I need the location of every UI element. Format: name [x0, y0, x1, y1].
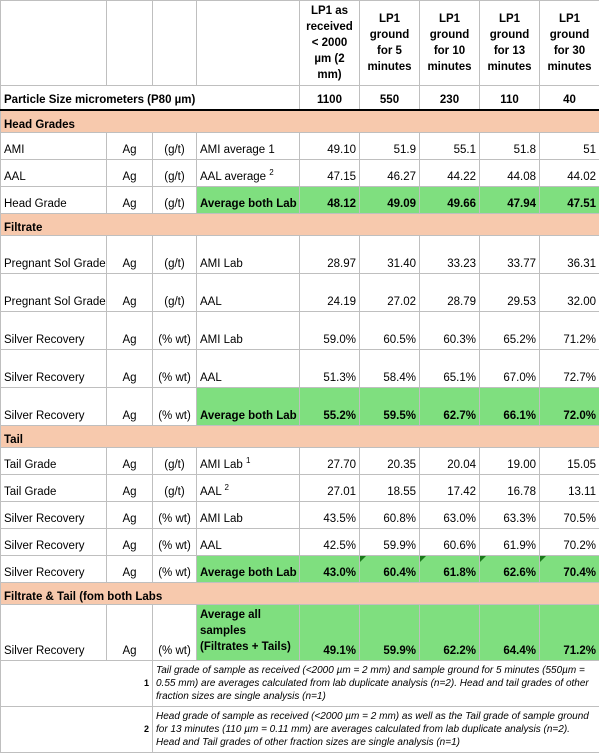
element-cell: Ag: [107, 274, 153, 312]
element-cell: Ag: [107, 605, 153, 661]
table-row: [1, 133, 599, 160]
value-cell: 29.53: [480, 274, 540, 312]
row-label: Tail Grade: [1, 475, 107, 502]
element-cell: Ag: [107, 350, 153, 388]
element-cell: Ag: [107, 187, 153, 214]
table-row: [1, 605, 599, 661]
row-label: Pregnant Sol Grade: [1, 236, 107, 274]
method-cell: [197, 160, 300, 187]
table-row: [1, 160, 599, 187]
value-cell: 62.7%: [420, 388, 480, 426]
value-cell: 70.4%: [540, 556, 599, 583]
value-cell: 60.5%: [360, 312, 420, 350]
value-cell: 62.2%: [420, 605, 480, 661]
unit-cell: (g/t): [153, 274, 197, 312]
value-cell: 60.4%: [360, 556, 420, 583]
col-lp1-5min: LP1 ground for 5 minutes: [360, 1, 420, 86]
method-cell: [197, 312, 300, 350]
value-cell: 46.27: [360, 160, 420, 187]
table-row: [1, 350, 599, 388]
method-cell: [197, 475, 300, 502]
value-cell: 55.2%: [300, 388, 360, 426]
value-cell: 33.23: [420, 236, 480, 274]
footnote-ref: 1: [246, 456, 250, 465]
row-label: Head Grade: [1, 187, 107, 214]
table-row: [1, 475, 599, 502]
value-cell: 33.77: [480, 236, 540, 274]
element-cell: Ag: [107, 448, 153, 475]
value-cell: 20.35: [360, 448, 420, 475]
value-cell: 60.6%: [420, 529, 480, 556]
unit-cell: (% wt): [153, 556, 197, 583]
value-cell: 61.9%: [480, 529, 540, 556]
row-label: Tail Grade: [1, 448, 107, 475]
value-cell: 42.5%: [300, 529, 360, 556]
method-cell: [197, 529, 300, 556]
value-cell: 71.2%: [540, 605, 599, 661]
method-label: AAL: [200, 540, 222, 552]
table-row: [1, 274, 599, 312]
method-cell: [197, 605, 300, 661]
row-label: Silver Recovery: [1, 605, 107, 661]
element-cell: Ag: [107, 388, 153, 426]
value-cell: 64.4%: [480, 605, 540, 661]
row-label: Silver Recovery: [1, 312, 107, 350]
value-cell: 70.2%: [540, 529, 599, 556]
unit-cell: (% wt): [153, 529, 197, 556]
method-label: AMI Lab: [200, 459, 243, 471]
row-label: Silver Recovery: [1, 502, 107, 529]
value-cell: 71.2%: [540, 312, 599, 350]
method-label: Average both Lab: [200, 567, 297, 579]
value-cell: 49.10: [300, 133, 360, 160]
method-label: AAL: [200, 372, 222, 384]
footnote-ref: 2: [225, 483, 229, 492]
unit-cell: (g/t): [153, 133, 197, 160]
footnote-ref: 2: [269, 168, 273, 177]
table-row: [1, 448, 599, 475]
row-label: AMI: [1, 133, 107, 160]
value-cell: 28.97: [300, 236, 360, 274]
p80-row: [1, 86, 599, 111]
method-cell: [197, 388, 300, 426]
value-cell: 49.09: [360, 187, 420, 214]
table-row: [1, 502, 599, 529]
value-cell: 47.94: [480, 187, 540, 214]
col-lp1-30min: LP1 ground for 30 minutes: [540, 1, 599, 86]
element-cell: Ag: [107, 160, 153, 187]
p80-value: 230: [420, 86, 480, 111]
method-cell: [197, 187, 300, 214]
table-row: [1, 312, 599, 350]
col-lp1-10min: LP1 ground for 10 minutes: [420, 1, 480, 86]
value-cell: 43.5%: [300, 502, 360, 529]
row-label: Silver Recovery: [1, 529, 107, 556]
method-label: Average both Lab: [200, 410, 297, 422]
value-cell: 55.1: [420, 133, 480, 160]
method-cell: [197, 133, 300, 160]
unit-cell: (% wt): [153, 312, 197, 350]
value-cell: 28.79: [420, 274, 480, 312]
method-label: AMI Lab: [200, 334, 243, 346]
value-cell: 72.7%: [540, 350, 599, 388]
value-cell: 27.02: [360, 274, 420, 312]
row-label: Silver Recovery: [1, 556, 107, 583]
unit-cell: (g/t): [153, 448, 197, 475]
element-cell: Ag: [107, 133, 153, 160]
value-cell: 31.40: [360, 236, 420, 274]
row-label: Silver Recovery: [1, 350, 107, 388]
value-cell: 67.0%: [480, 350, 540, 388]
value-cell: 51.9: [360, 133, 420, 160]
value-cell: 72.0%: [540, 388, 599, 426]
method-cell: [197, 350, 300, 388]
value-cell: 61.8%: [420, 556, 480, 583]
value-cell: 58.4%: [360, 350, 420, 388]
value-cell: 18.55: [360, 475, 420, 502]
unit-cell: (g/t): [153, 160, 197, 187]
value-cell: 66.1%: [480, 388, 540, 426]
value-cell: 63.0%: [420, 502, 480, 529]
value-cell: 60.3%: [420, 312, 480, 350]
value-cell: 51.8: [480, 133, 540, 160]
value-cell: 27.70: [300, 448, 360, 475]
unit-cell: (% wt): [153, 350, 197, 388]
value-cell: 49.1%: [300, 605, 360, 661]
col-lp1-13min: LP1 ground for 13 minutes: [480, 1, 540, 86]
p80-value: 550: [360, 86, 420, 111]
unit-cell: (g/t): [153, 475, 197, 502]
value-cell: 24.19: [300, 274, 360, 312]
value-cell: 32.00: [540, 274, 599, 312]
value-cell: 48.12: [300, 187, 360, 214]
value-cell: 62.6%: [480, 556, 540, 583]
p80-value: 40: [540, 86, 599, 111]
p80-value: 110: [480, 86, 540, 111]
value-cell: 70.5%: [540, 502, 599, 529]
table-row: [1, 236, 599, 274]
value-cell: 51: [540, 133, 599, 160]
method-label: AMI average 1: [200, 144, 275, 156]
unit-cell: (g/t): [153, 236, 197, 274]
footnote-1: 1 Tail grade of sample as received (<2000 µm = 2 mm) and sample ground for 5 minutes (550µm = 0.55 mm) are averages calculated from lab duplicate analysis (n=2). Head and tail grades of other fraction sizes are single analysis (n=1): [1, 661, 599, 707]
row-label: AAL: [1, 160, 107, 187]
section-filtrate-tail: Filtrate & Tail (fom both Labs: [1, 583, 599, 605]
section-filtrate: Filtrate: [1, 214, 599, 236]
method-label: AMI Lab: [200, 258, 243, 270]
value-cell: 20.04: [420, 448, 480, 475]
value-cell: 13.11: [540, 475, 599, 502]
footnote-2: 2 Head grade of sample as received (<2000 µm = 2 mm) as well as the Tail grade of sample ground for 13 minutes (110 µm = 0.11 mm) are averages calculated from lab duplicate analysis (n=2). Head and Tail grades of other fraction sizes are single analysis (n=1): [1, 707, 599, 753]
value-cell: 60.8%: [360, 502, 420, 529]
method-label: Average all samples (Filtrates + Tails): [200, 609, 291, 653]
value-cell: 19.00: [480, 448, 540, 475]
p80-label: Particle Size micrometers (P80 µm): [1, 86, 300, 111]
value-cell: 65.1%: [420, 350, 480, 388]
method-label: AAL: [200, 296, 222, 308]
method-cell: [197, 236, 300, 274]
element-cell: Ag: [107, 502, 153, 529]
table-row: [1, 187, 599, 214]
element-cell: Ag: [107, 475, 153, 502]
row-label: Silver Recovery: [1, 388, 107, 426]
value-cell: 17.42: [420, 475, 480, 502]
value-cell: 51.3%: [300, 350, 360, 388]
p80-value: 1100: [300, 86, 360, 111]
footnote-2-text: Head grade of sample as received (<2000 µm = 2 mm) as well as the Tail grade of sample ground for 13 minutes (110 µm = 0.11 mm) are averages calculated from lab duplicate analysis (n=2). Head and Tail grades of other fraction sizes are single analysis (n=1): [153, 707, 599, 753]
method-label: AAL average: [200, 171, 266, 183]
method-cell: [197, 448, 300, 475]
value-cell: 49.66: [420, 187, 480, 214]
table-row: [1, 556, 599, 583]
method-label: AAL: [200, 486, 221, 498]
value-cell: 47.15: [300, 160, 360, 187]
header-row: [1, 1, 599, 86]
method-label: Average both Lab: [200, 198, 297, 210]
unit-cell: (g/t): [153, 187, 197, 214]
method-cell: [197, 556, 300, 583]
method-cell: [197, 502, 300, 529]
value-cell: 36.31: [540, 236, 599, 274]
value-cell: 59.9%: [360, 529, 420, 556]
value-cell: 44.02: [540, 160, 599, 187]
value-cell: 65.2%: [480, 312, 540, 350]
value-cell: 59.5%: [360, 388, 420, 426]
col-lp1-received: LP1 as received < 2000 µm (2 mm): [300, 1, 360, 86]
element-cell: Ag: [107, 236, 153, 274]
element-cell: Ag: [107, 312, 153, 350]
method-label: AMI Lab: [200, 513, 243, 525]
value-cell: 59.0%: [300, 312, 360, 350]
section-head-grades: Head Grades: [1, 110, 599, 133]
value-cell: 44.22: [420, 160, 480, 187]
value-cell: 59.9%: [360, 605, 420, 661]
unit-cell: (% wt): [153, 605, 197, 661]
unit-cell: (% wt): [153, 502, 197, 529]
table-row: [1, 529, 599, 556]
value-cell: 27.01: [300, 475, 360, 502]
unit-cell: (% wt): [153, 388, 197, 426]
value-cell: 16.78: [480, 475, 540, 502]
value-cell: 44.08: [480, 160, 540, 187]
value-cell: 47.51: [540, 187, 599, 214]
footnote-1-text: Tail grade of sample as received (<2000 µm = 2 mm) and sample ground for 5 minutes (550µm = 0.55 mm) are averages calculated from lab duplicate analysis (n=2). Head and tail grades of other fraction sizes are single analysis (n=1): [153, 661, 599, 707]
value-cell: 15.05: [540, 448, 599, 475]
table-row: [1, 388, 599, 426]
value-cell: 63.3%: [480, 502, 540, 529]
value-cell: 43.0%: [300, 556, 360, 583]
row-label: Pregnant Sol Grade: [1, 274, 107, 312]
element-cell: Ag: [107, 529, 153, 556]
section-tail: Tail: [1, 426, 599, 448]
method-cell: [197, 274, 300, 312]
element-cell: Ag: [107, 556, 153, 583]
